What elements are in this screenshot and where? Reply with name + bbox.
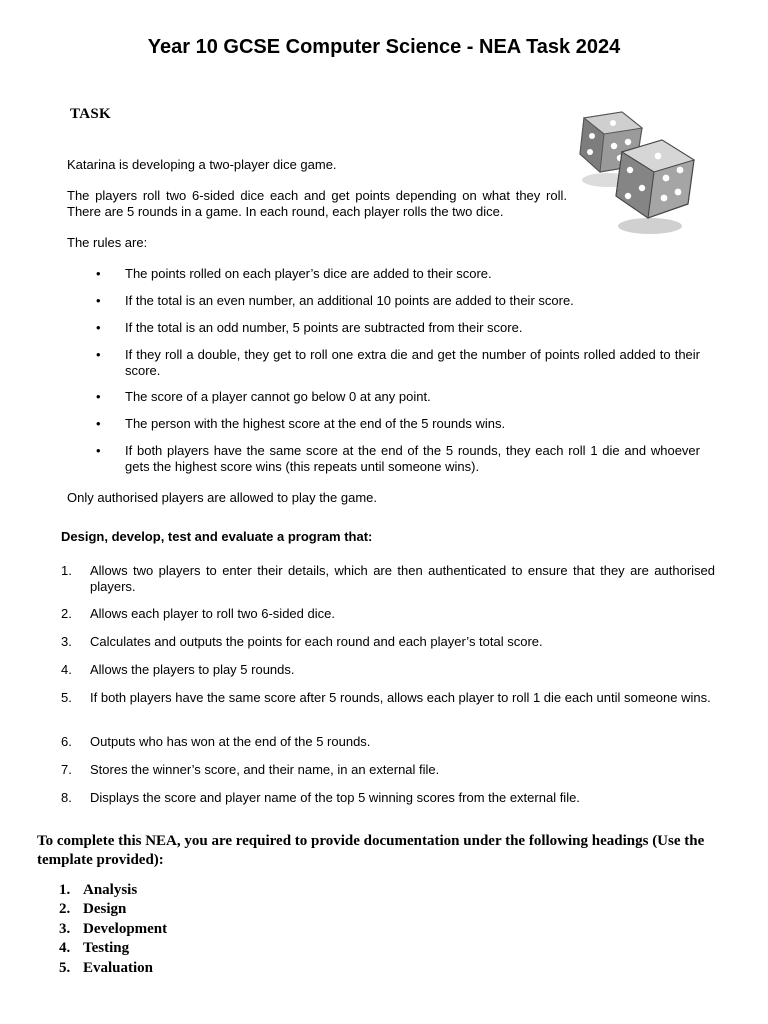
requirement-number: 7.	[61, 762, 72, 777]
bullet: •	[96, 293, 101, 308]
rule-item: The points rolled on each player’s dice are added to their score.	[125, 266, 492, 281]
nea-intro: To complete this NEA, you are required to provide documentation under the following headings (Use the template provided):	[37, 833, 705, 868]
requirement-item: Allows two players to enter their details, which are then authenticated to ensure that they are authorised players.	[90, 563, 715, 594]
heading-text: Design	[83, 901, 127, 917]
intro-line: The rules are:	[67, 235, 148, 250]
rule-item: If the total is an odd number, 5 points are subtracted from their score.	[125, 320, 523, 335]
bullet: •	[96, 320, 101, 335]
task-heading: TASK	[70, 106, 111, 122]
intro-line: Katarina is developing a two-player dice game.	[67, 157, 337, 172]
bullet: •	[96, 266, 101, 281]
requirement-item: Stores the winner’s score, and their name, in an external file.	[90, 762, 440, 777]
heading-item	[59, 920, 167, 939]
bullet: •	[96, 416, 101, 431]
requirement-number: 3.	[61, 634, 72, 649]
requirement-item: Calculates and outputs the points for each round and each player’s total score.	[90, 634, 543, 649]
heading-text: Analysis	[83, 882, 138, 898]
design-heading: Design, develop, test and evaluate a program that:	[61, 529, 373, 544]
requirement-number: 6.	[61, 734, 72, 749]
intro-line: The players roll two 6-sided dice each and get points depending on what they roll. There are 5 rounds in a game. In each round, each player rolls the two dice.	[67, 188, 567, 219]
requirement-item: Outputs who has won at the end of the 5 rounds.	[90, 734, 371, 749]
requirement-number: 4.	[61, 662, 72, 677]
rule-item: The person with the highest score at the end of the 5 rounds wins.	[125, 416, 506, 431]
heading-number: 1.	[59, 882, 71, 898]
heading-number: 3.	[59, 921, 71, 937]
page-title: Year 10 GCSE Computer Science - NEA Task 2024	[147, 36, 621, 58]
authorised-note: Only authorised players are allowed to play the game.	[67, 490, 378, 505]
bullet: •	[96, 443, 101, 458]
heading-item	[59, 881, 137, 900]
requirement-number: 2.	[61, 606, 72, 621]
bullet: •	[96, 389, 101, 404]
heading-item	[59, 959, 153, 978]
heading-number: 2.	[59, 901, 71, 917]
heading-text: Testing	[83, 940, 130, 956]
rule-item: If they roll a double, they get to roll one extra die and get the number of points rolled added to their score.	[125, 347, 700, 378]
requirement-number: 5.	[61, 690, 72, 705]
requirement-item: Allows the players to play 5 rounds.	[90, 662, 295, 677]
rule-item: If both players have the same score at the end of the 5 rounds, they each roll 1 die and whoever gets the highest score wins (this repeats until someone wins).	[125, 443, 700, 474]
heading-number: 4.	[59, 940, 71, 956]
heading-text: Development	[83, 921, 168, 937]
dice-icon	[570, 108, 700, 238]
heading-number: 5.	[59, 960, 71, 976]
heading-item	[59, 900, 126, 919]
heading-text: Evaluation	[83, 960, 154, 976]
rule-item: If the total is an even number, an additional 10 points are added to their score.	[125, 293, 574, 308]
requirement-item: If both players have the same score after 5 rounds, allows each player to roll 1 die each until someone wins.	[90, 690, 711, 705]
rule-item: The score of a player cannot go below 0 at any point.	[125, 389, 431, 404]
requirement-number: 1.	[61, 563, 72, 578]
requirement-number: 8.	[61, 790, 72, 805]
heading-item	[59, 939, 129, 958]
requirement-item: Allows each player to roll two 6-sided dice.	[90, 606, 335, 621]
bullet: •	[96, 347, 101, 362]
requirement-item: Displays the score and player name of the top 5 winning scores from the external file.	[90, 790, 580, 805]
